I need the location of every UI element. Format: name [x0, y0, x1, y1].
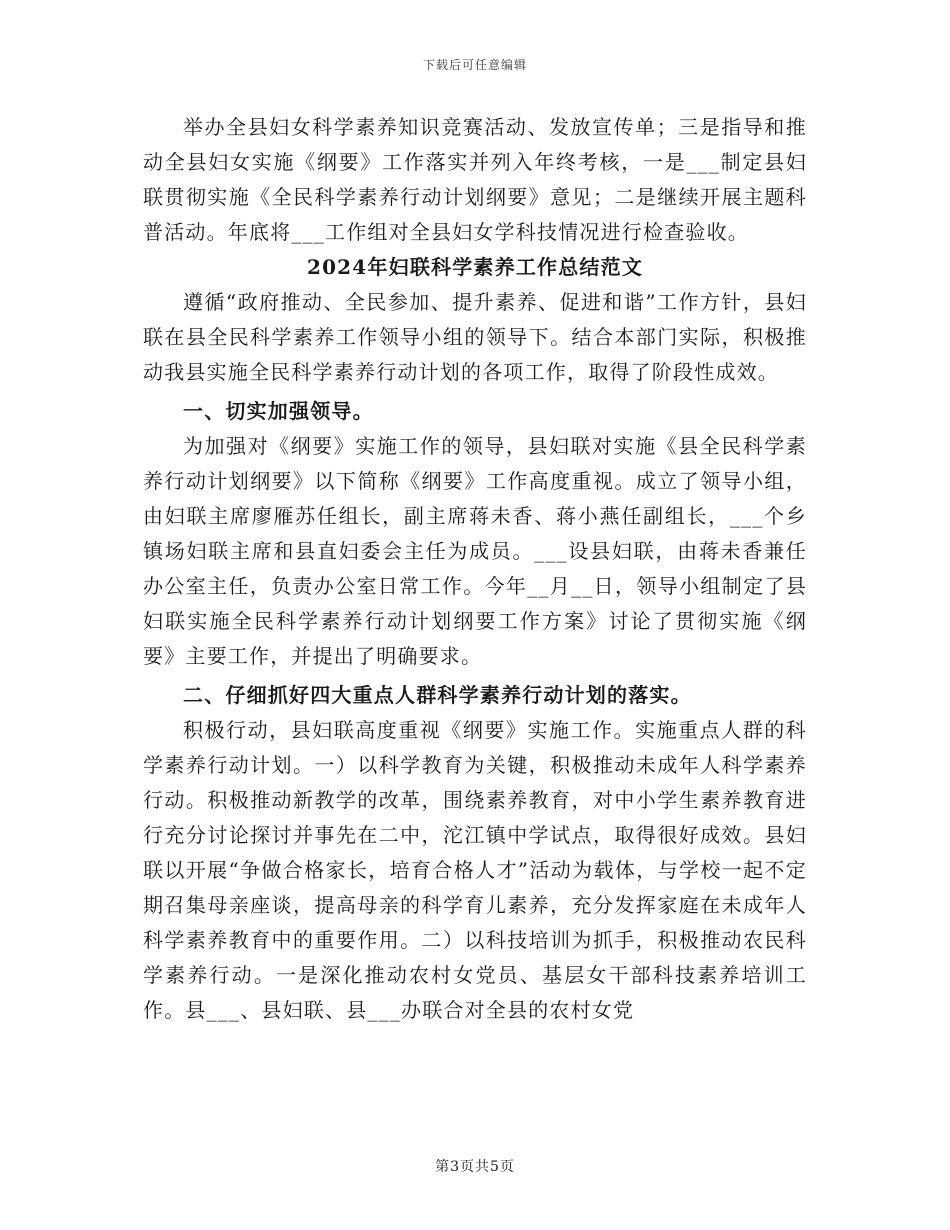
paragraph-2: 为加强对《纲要》实施工作的领导，县妇联对实施《县全民科学素养行动计划纲要》以下简称《纲要》工作高度重视。成立了领导小组，由妇联主席廖雁苏任组长，副主席蒋未香、蒋小燕任副组长，___个乡镇场妇联主席和县直妇委会主任为成员。___设县妇联，由蒋未香兼任办公室主任，负责办公室日常工作。今年__月__日，领导小组制定了县妇联实施全民科学素养行动计划纲要工作方案》讨论了贯彻实施《纲要》主要工作，并提出了明确要求。	[143, 434, 807, 668]
document-title: 2024年妇联科学素养工作总结范文	[306, 255, 644, 279]
section-heading-1: 一、切实加强领导。	[183, 399, 374, 423]
paragraph-3: 积极行动，县妇联高度重视《纲要》实施工作。实施重点人群的科学素养行动计划。一）以科学教育为关键，积极推动未成年人科学素养行动。积极推动新教学的改革，围绕素养教育，对中小学生素养教育进行充分讨论探讨并事先在二中，沱江镇中学试点，取得很好成效。县妇联以开展“争做合格家长，培育合格人才”活动为载体，与学校一起不定期召集母亲座谈，提高母亲的科学育儿素养，充分发挥家庭在未成年人科学素养教育中的重要作用。二）以科技培训为抓手，积极推动农民科学素养行动。一是深化推动农村女党员、基层女干部科技素养培训工作。县___、县妇联、县___办联合对全县的农村女党	[143, 718, 807, 1022]
page-number-footer: 第3页共5页	[435, 1159, 515, 1175]
section-heading-2: 二、仔细抓好四大重点人群科学素养行动计划的落实。	[183, 683, 692, 707]
page-header-note: 下载后可任意编辑	[422, 58, 527, 72]
intro-paragraph: 举办全县妇女科学素养知识竞赛活动、发放宣传单；三是指导和推动全县妇女实施《纲要》工作落实并列入年终考核，一是___制定县妇联贯彻实施《全民科学素养行动计划纲要》意见；二是继续开展主题科普活动。年底将___工作组对全县妇女学科技情况进行检查验收。	[143, 115, 807, 244]
document-body	[143, 110, 807, 1028]
paragraph-1: 遵循“政府推动、全民参加、提升素养、促进和谐”工作方针，县妇联在县全民科学素养工作领导小组的领导下。结合本部门实际，积极推动我县实施全民科学素养行动计划的各项工作，取得了阶段性成效。	[143, 290, 807, 384]
